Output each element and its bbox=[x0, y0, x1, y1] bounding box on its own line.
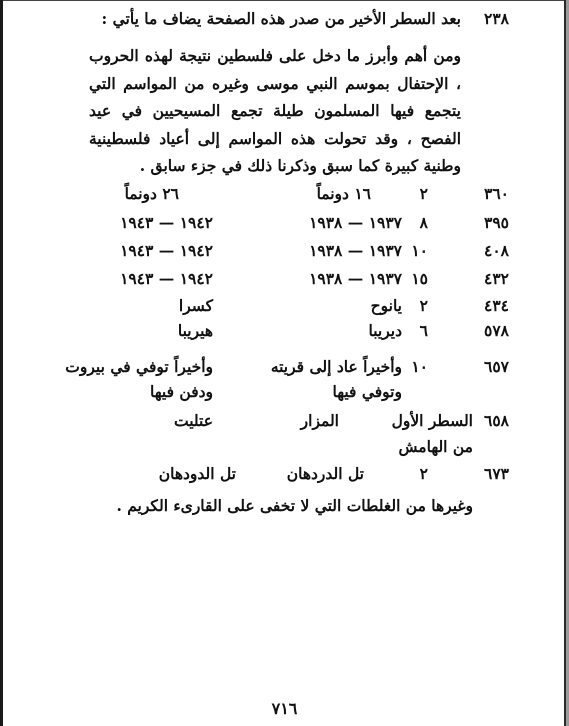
row-line-number: ٨ bbox=[419, 213, 428, 232]
row-page-number: ٤٠٨ bbox=[484, 241, 509, 260]
frame-top-border bbox=[0, 0, 569, 1]
row-line-number: ٢ bbox=[419, 296, 428, 315]
row-line-number: ١٥ bbox=[411, 269, 428, 288]
row-line-number: السطر الأول bbox=[391, 411, 473, 430]
row-wrong-text: ١٩٣٧ — ١٩٣٨ bbox=[309, 241, 402, 260]
row-wrong-text: المزار bbox=[300, 411, 339, 430]
row-correct-text: ١٩٤٢ — ١٩٤٣ bbox=[120, 241, 213, 260]
row-wrong-text: وأخيراً عاد إلى قريته bbox=[270, 357, 402, 376]
entry-238-paragraph: ومن أهم وأبرز ما دخل على فلسطين نتيجة لهذه الحروب ، الإحتفال بموسم النبي موسى وغيره من المواسم التي يتجمع فيها المسلمون طيلة تجمع المسيحيين في عيد الفصح ، وقد تحولت هذه المواسم إلى أعياد فلسطينية وطنية كبيرة كما سبق وذكرنا ذلك في جزء سابق . bbox=[89, 46, 461, 175]
row-line-number: ١٠ bbox=[411, 241, 428, 260]
row-correct-text: عتليت bbox=[174, 411, 213, 430]
row-correct-text: وأخيراً توفي في بيروت bbox=[65, 357, 213, 376]
entry-238-page-number: ٢٣٨ bbox=[484, 9, 509, 28]
row-correct-text: ١٩٤٢ — ١٩٤٣ bbox=[120, 213, 213, 232]
page-number: ٧١٦ bbox=[271, 699, 298, 718]
row-page-number: ٦٥٨ bbox=[484, 411, 509, 430]
row-wrong-text: ١٩٣٧ — ١٩٣٨ bbox=[309, 213, 402, 232]
row-wrong-text-continued: وتوفي فيها bbox=[332, 382, 402, 401]
row-line-number-continued: من الهامش bbox=[398, 437, 473, 456]
row-page-number: ٦٧٣ bbox=[484, 464, 509, 483]
row-wrong-text: ١٩٣٧ — ١٩٣٨ bbox=[309, 269, 402, 288]
closing-note: وغيرها من الغلطات التي لا تخفى على القارىء الكريم . bbox=[116, 496, 473, 515]
row-correct-text: هيريبا bbox=[177, 321, 213, 340]
row-wrong-text: يانوح bbox=[370, 296, 402, 315]
row-page-number: ٣٦٠ bbox=[484, 184, 509, 203]
row-line-number: ٢ bbox=[419, 184, 428, 203]
entry-238-first-line: بعد السطر الأخير من صدر هذه الصفحة يضاف ما يأتي : bbox=[101, 9, 461, 28]
row-line-number: ٢ bbox=[419, 464, 428, 483]
row-correct-text: ٢٦ دونماً bbox=[124, 184, 179, 203]
row-wrong-text: تل الدردهان bbox=[286, 464, 364, 483]
row-correct-text: كسرا bbox=[178, 296, 213, 315]
row-line-number: ١٠ bbox=[411, 357, 428, 376]
row-page-number: ٤٣٤ bbox=[484, 296, 509, 315]
row-wrong-text: ١٦ دونماً bbox=[316, 184, 371, 203]
row-page-number: ٣٩٥ bbox=[484, 213, 509, 232]
row-wrong-text: ديريبا bbox=[368, 321, 402, 340]
row-correct-text-continued: ودفن فيها bbox=[150, 382, 213, 401]
frame-left-border bbox=[0, 0, 3, 726]
row-page-number: ٦٥٧ bbox=[484, 357, 509, 376]
row-correct-text: تل الدودهان bbox=[158, 464, 236, 483]
row-correct-text: ١٩٤٢ — ١٩٤٣ bbox=[120, 269, 213, 288]
row-line-number: ٦ bbox=[419, 321, 428, 340]
row-page-number: ٤٣٢ bbox=[484, 269, 509, 288]
row-page-number: ٥٧٨ bbox=[484, 321, 509, 340]
